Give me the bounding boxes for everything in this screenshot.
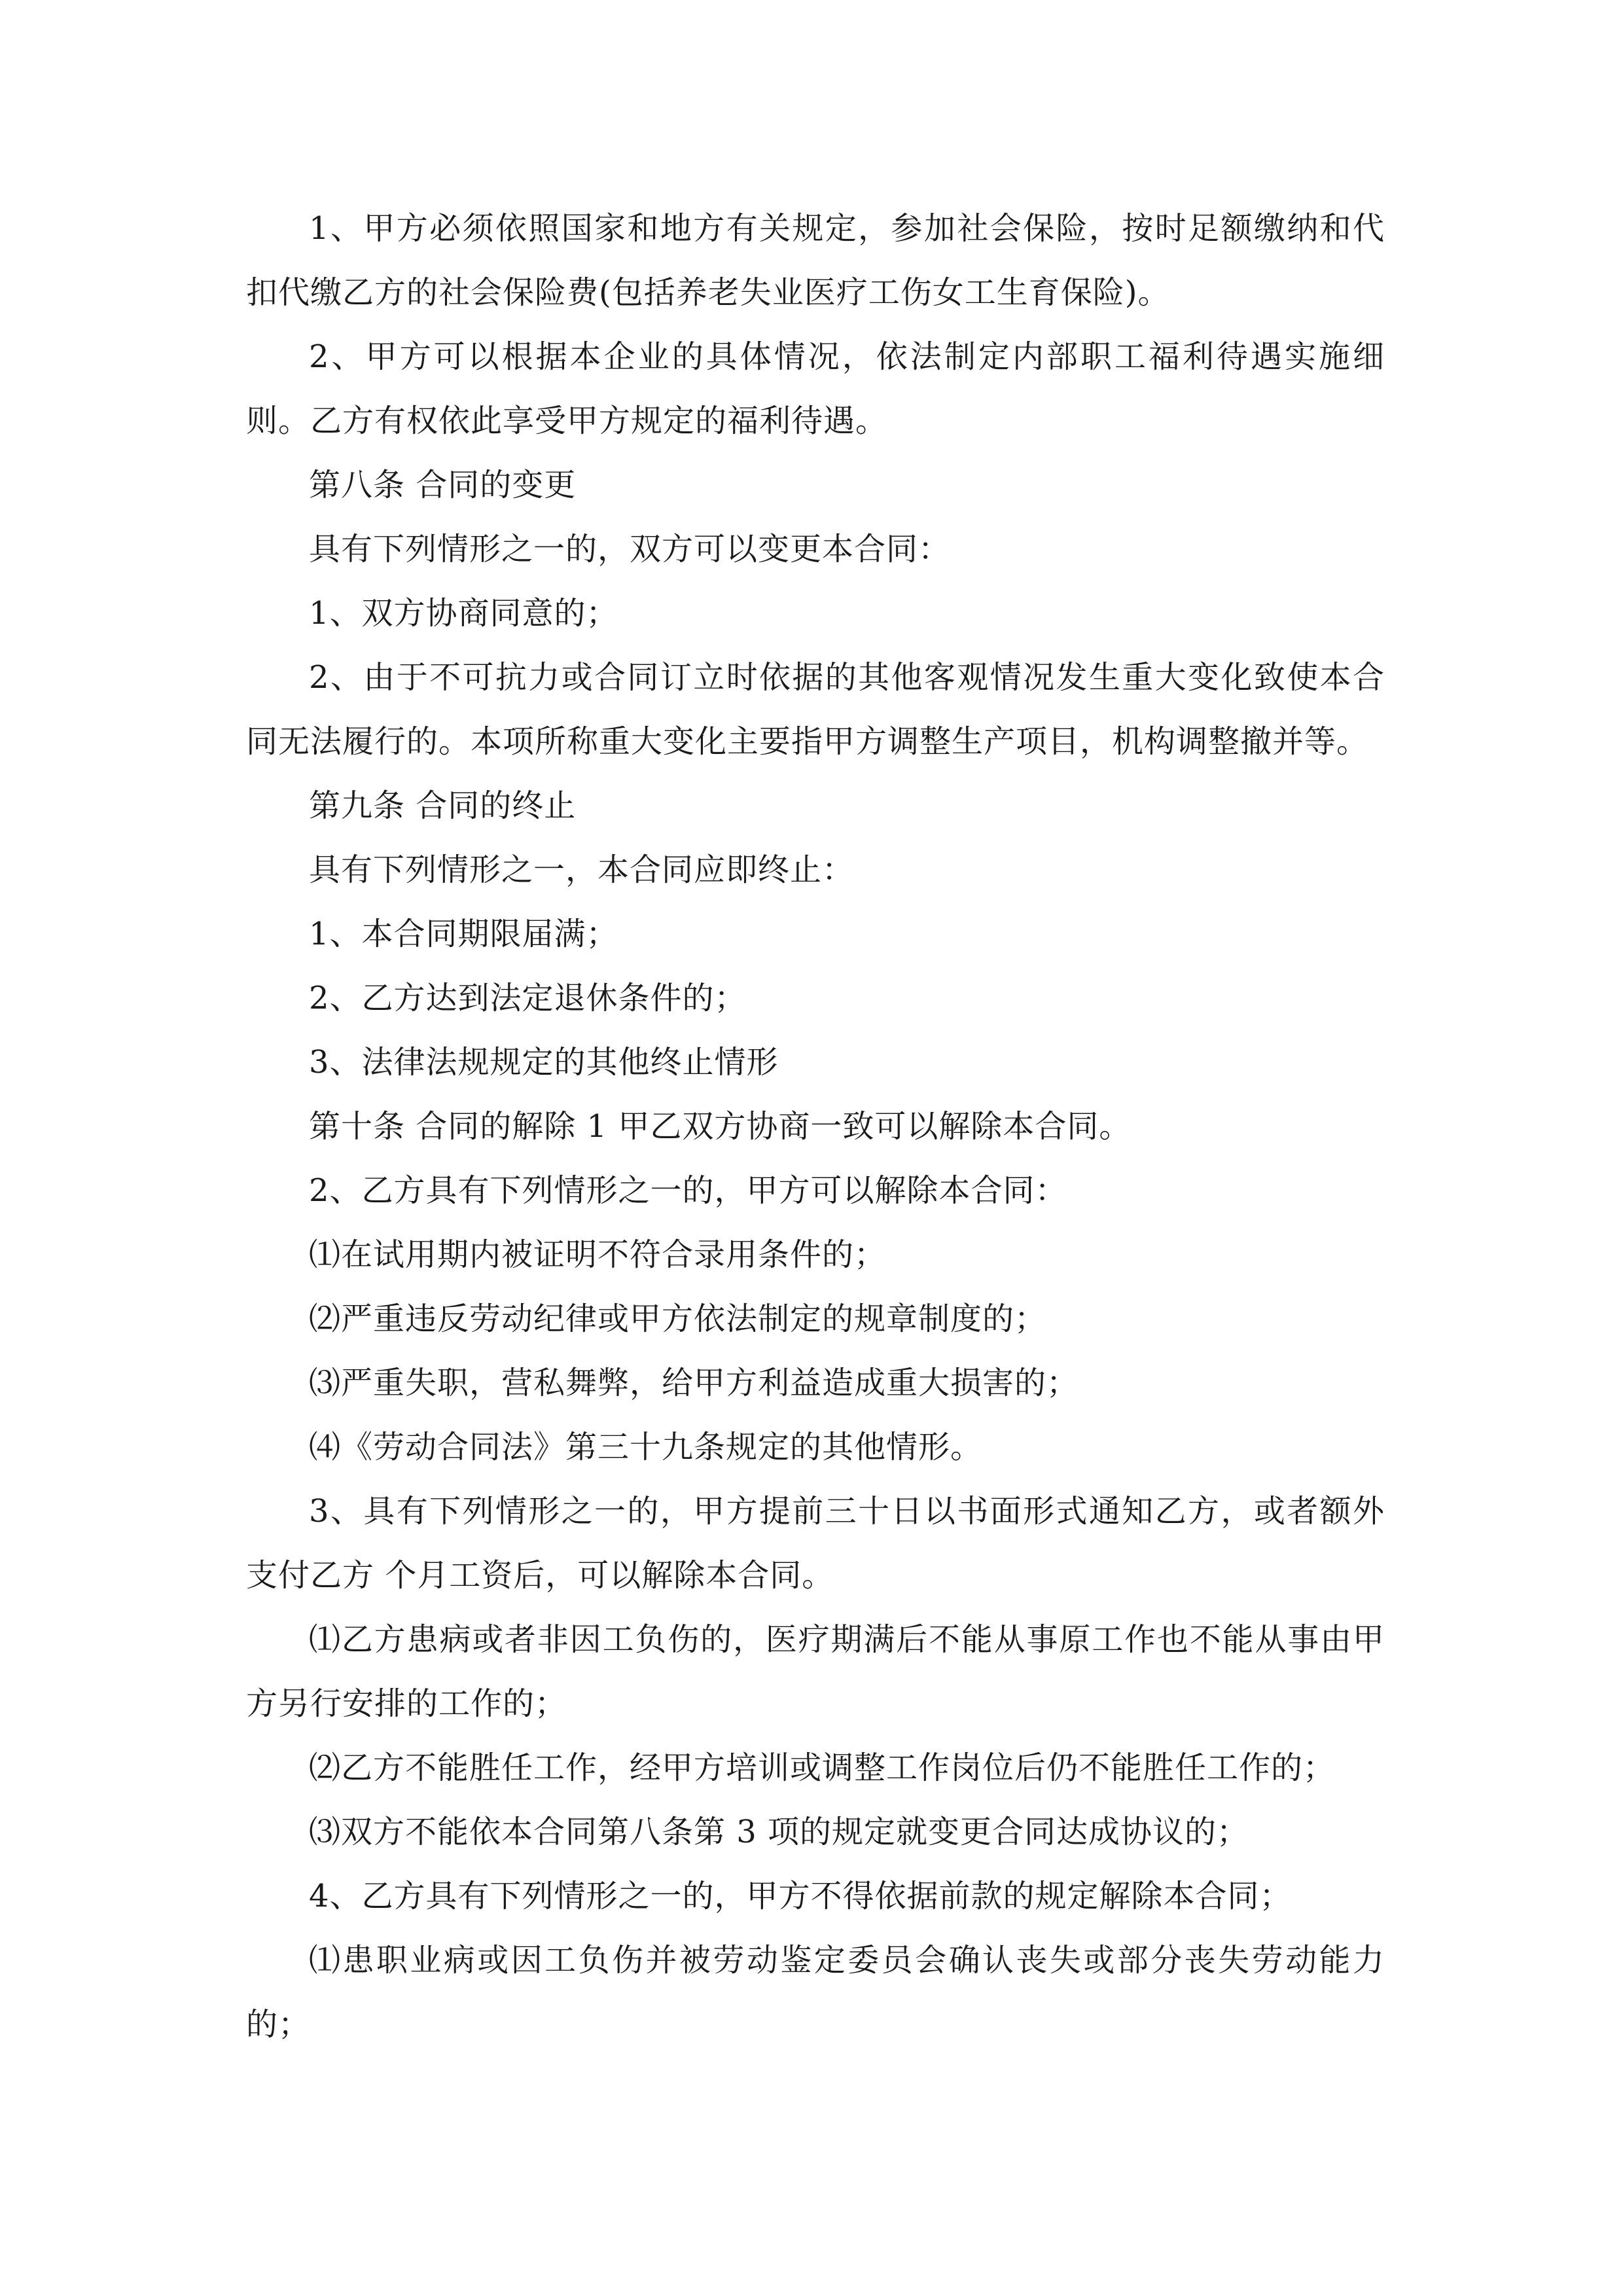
document-body	[246, 196, 1385, 2056]
article-10-item-2-sub-4: ⑷《劳动合同法》第三十九条规定的其他情形。	[309, 1429, 983, 1465]
article-10-item-3-sub-1: ⑴乙方患病或者非因工负伤的，医疗期满后不能从事原工作也不能从事由甲方另行安排的工作的；	[246, 1621, 1385, 1722]
article-10-item-4-sub-1: ⑴患职业病或因工负伤并被劳动鉴定委员会确认丧失或部分丧失劳动能力的；	[246, 1942, 1385, 2043]
article-10-item-4: 4、乙方具有下列情形之一的，甲方不得依据前款的规定解除本合同；	[309, 1878, 1292, 1914]
article-9-item-2: 2、乙方达到法定退休条件的；	[309, 980, 747, 1016]
article-10-item-2-sub-2: ⑵严重违反劳动纪律或甲方依法制定的规章制度的；	[309, 1300, 1047, 1337]
paragraph-welfare: 2、甲方可以根据本企业的具体情况，依法制定内部职工福利待遇实施细则。乙方有权依此享受甲方规定的福利待遇。	[246, 338, 1385, 439]
paragraph-social-insurance: 1、甲方必须依照国家和地方有关规定，参加社会保险，按时足额缴纳和代扣代缴乙方的社会保险费(包括养老失业医疗工伤女工生育保险)。	[246, 210, 1385, 311]
article-8-item-1: 1、双方协商同意的；	[309, 595, 618, 632]
article-10-item-2: 2、乙方具有下列情形之一的，甲方可以解除本合同：	[309, 1172, 1067, 1209]
article-10-item-3: 3、具有下列情形之一的，甲方提前三十日以书面形式通知乙方，或者额外支付乙方 个月工资后，可以解除本合同。	[246, 1493, 1385, 1594]
article-9-intro: 具有下列情形之一，本合同应即终止：	[309, 852, 855, 888]
article-9-heading: 第九条 合同的终止	[309, 787, 577, 824]
article-8-item-2: 2、由于不可抗力或合同订立时依据的其他客观情况发生重大变化致使本合同无法履行的。本项所称重大变化主要指甲方调整生产项目，机构调整撤并等。	[246, 659, 1385, 760]
article-10-item-2-sub-1: ⑴在试用期内被证明不符合录用条件的；	[309, 1236, 887, 1273]
article-9-item-3: 3、法律法规规定的其他终止情形	[309, 1044, 779, 1081]
article-9-item-1: 1、本合同期限届满；	[309, 916, 618, 952]
article-10-item-2-sub-3: ⑶严重失职，营私舞弊，给甲方利益造成重大损害的；	[309, 1365, 1079, 1401]
article-10-item-3-sub-2: ⑵乙方不能胜任工作，经甲方培训或调整工作岗位后仍不能胜任工作的；	[309, 1749, 1336, 1786]
article-10-heading: 第十条 合同的解除 1 甲乙双方协商一致可以解除本合同。	[309, 1108, 1132, 1145]
article-10-item-3-sub-3: ⑶双方不能依本合同第八条第 3 项的规定就变更合同达成协议的；	[309, 1814, 1249, 1850]
article-8-intro: 具有下列情形之一的，双方可以变更本合同：	[309, 531, 951, 567]
article-8-heading: 第八条 合同的变更	[309, 467, 577, 503]
